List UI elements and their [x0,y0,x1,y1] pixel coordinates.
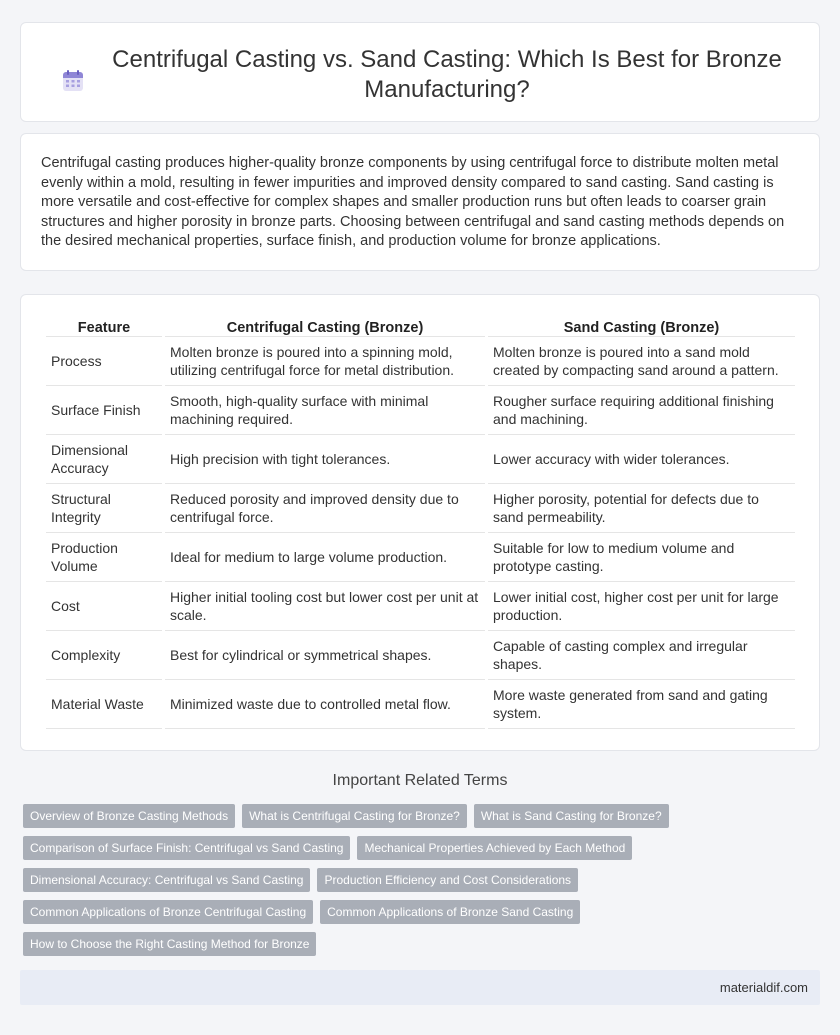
centrifugal-cell: Smooth, high-quality surface with minimal machining required. [165,386,485,435]
footer-site-link[interactable]: materialdif.com [719,980,808,995]
related-terms-tags [23,804,823,964]
intro-text: Centrifugal casting produces higher-quality bronze components by using centrifugal force to distribute molten metal evenly within a mold, resulting in fewer impurities and improved density compared to sand casting. Sand casting is more versatile and cost-effective for complex shapes and smaller production runs but often leads to coarser grain structures and higher porosity in bronze parts. Choosing between centrifugal and sand casting methods depends on the desired mechanical properties, surface finish, and production volume for bronze applications. [41,155,785,249]
related-term-tag[interactable]: Comparison of Surface Finish: Centrifugal vs Sand Casting [23,836,350,860]
footer [20,970,820,1005]
centrifugal-cell: Higher initial tooling cost but lower cost per unit at scale. [165,582,485,631]
sand-cell: Higher porosity, potential for defects due to sand permeability. [488,484,795,533]
table-header-row [46,312,795,337]
centrifugal-cell: High precision with tight tolerances. [165,435,485,484]
centrifugal-cell: Molten bronze is poured into a spinning mold, utilizing centrifugal force for metal distribution. [165,337,485,386]
feature-cell: Cost [46,582,162,631]
centrifugal-cell: Best for cylindrical or symmetrical shapes. [165,631,485,680]
table-row [46,631,795,680]
sand-cell: Lower accuracy with wider tolerances. [488,435,795,484]
feature-cell: Material Waste [46,680,162,729]
tag-row [23,804,823,828]
related-term-tag[interactable]: Overview of Bronze Casting Methods [23,804,235,828]
centrifugal-cell: Reduced porosity and improved density due to centrifugal force. [165,484,485,533]
calendar-icon [61,69,85,93]
related-term-tag[interactable]: What is Sand Casting for Bronze? [474,804,669,828]
sand-cell: Lower initial cost, higher cost per unit for large production. [488,582,795,631]
feature-cell: Process [46,337,162,386]
tag-row [23,836,823,860]
related-term-tag[interactable]: Production Efficiency and Cost Considerations [317,868,578,892]
sand-cell: More waste generated from sand and gating system. [488,680,795,729]
tag-row [23,868,823,892]
column-header-centrifugal: Centrifugal Casting (Bronze) [165,312,485,337]
related-term-tag[interactable]: Common Applications of Bronze Sand Casting [320,900,580,924]
comparison-card [20,294,820,751]
feature-cell: Production Volume [46,533,162,582]
sand-cell: Rougher surface requiring additional finishing and machining. [488,386,795,435]
comparison-table [43,312,798,729]
column-header-sand: Sand Casting (Bronze) [488,312,795,337]
table-row [46,533,795,582]
intro-card [20,133,820,271]
sand-cell: Suitable for low to medium volume and prototype casting. [488,533,795,582]
tag-row [23,932,823,956]
feature-cell: Surface Finish [46,386,162,435]
page-title: Centrifugal Casting vs. Sand Casting: Which Is Best for Bronze Manufacturing? [112,46,782,103]
related-terms-title: Important Related Terms [332,772,508,789]
table-row [46,435,795,484]
column-header-feature: Feature [46,312,162,337]
centrifugal-cell: Minimized waste due to controlled metal flow. [165,680,485,729]
table-row [46,680,795,729]
header-card [20,22,820,122]
table-row [46,386,795,435]
sand-cell: Molten bronze is poured into a sand mold created by compacting sand around a pattern. [488,337,795,386]
related-term-tag[interactable]: Mechanical Properties Achieved by Each Method [357,836,632,860]
related-term-tag[interactable]: Common Applications of Bronze Centrifugal Casting [23,900,313,924]
table-row [46,337,795,386]
sand-cell: Capable of casting complex and irregular shapes. [488,631,795,680]
related-term-tag[interactable]: Dimensional Accuracy: Centrifugal vs Sand Casting [23,868,310,892]
feature-cell: Structural Integrity [46,484,162,533]
related-term-tag[interactable]: What is Centrifugal Casting for Bronze? [242,804,467,828]
feature-cell: Dimensional Accuracy [46,435,162,484]
related-term-tag[interactable]: How to Choose the Right Casting Method for Bronze [23,932,316,956]
centrifugal-cell: Ideal for medium to large volume production. [165,533,485,582]
feature-cell: Complexity [46,631,162,680]
table-row [46,582,795,631]
table-row [46,484,795,533]
tag-row [23,900,823,924]
